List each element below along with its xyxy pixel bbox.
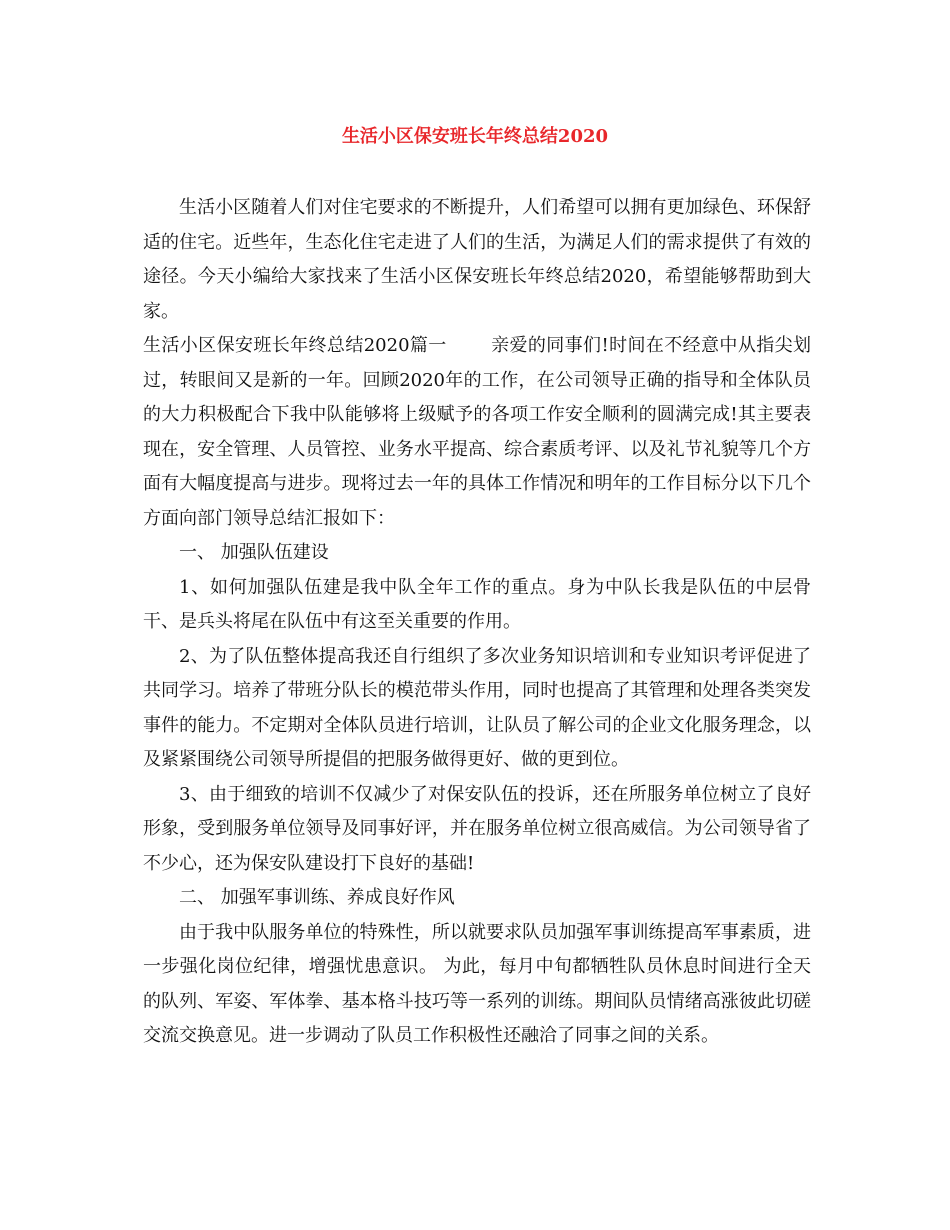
document-body — [143, 191, 811, 1054]
paragraph-2: 2、为了队伍整体提高我还自行组织了多次业务知识培训和专业知识考评促进了共同学习。培养了带班分队长的模范带头作用，同时也提高了其管理和处理各类突发事件的能力。不定期对全体队员进行培训，让队员了解公司的企业文化服务理念，以及紧紧围绕公司领导所提倡的把服务做得更好、做的更到位。 — [143, 645, 811, 770]
paragraph-3: 3、由于细致的培训不仅减少了对保安队伍的投诉，还在所服务单位树立了良好形象，受到服务单位领导及同事好评，并在服务单位树立很高威信。为公司领导省了不少心，还为保安队建设打下良好的基础! — [143, 783, 811, 874]
paragraph-1: 1、如何加强队伍建是我中队全年工作的重点。身为中队长我是队伍的中层骨干、是兵头将尾在队伍中有这至关重要的作用。 — [143, 576, 811, 632]
section-paragraph — [143, 329, 811, 536]
document-title: 生活小区保安班长年终总结2020 — [341, 126, 609, 147]
intro-paragraph: 生活小区随着人们对住宅要求的不断提升，人们希望可以拥有更加绿色、环保舒适的住宅。近些年，生态化住宅走进了人们的生活，为满足人们的需求提供了有效的途径。今天小编给大家找来了生活小区保安班长年终总结2020，希望能够帮助到大家。 — [143, 197, 811, 322]
heading-team-building: 一、 加强队伍建设 — [179, 542, 329, 563]
heading-military-training: 二、 加强军事训练、养成良好作风 — [179, 887, 455, 908]
section-label: 生活小区保安班长年终总结2020篇一 — [143, 335, 447, 356]
opening-text: 亲爱的同事们!时间在不经意中从指尖划过，转眼间又是新的一年。回顾2020年的工作，在公司领导正确的指导和全体队员的大力积极配合下我中队能够将上级赋予的各项工作安全顺利的圆满完成!其主要表现在，安全管理、人员管控、业务水平提高、综合素质考评、以及礼节礼貌等几个方面有大幅度提高与进步。现将过去一年的具体工作情况和明年的工作目标分以下几个方面向部门领导总结汇报如下： — [143, 335, 812, 529]
paragraph-4: 由于我中队服务单位的特殊性，所以就要求队员加强军事训练提高军事素质，进一步强化岗位纪律，增强忧患意识。 为此，每月中旬都牺牲队员休息时间进行全天的队列、军姿、军体拳、基本格斗技巧等一系列的训练。期间队员情绪高涨彼此切磋交流交换意见。进一步调动了队员工作积极性还融洽了同事之间的关系。 — [143, 921, 811, 1046]
